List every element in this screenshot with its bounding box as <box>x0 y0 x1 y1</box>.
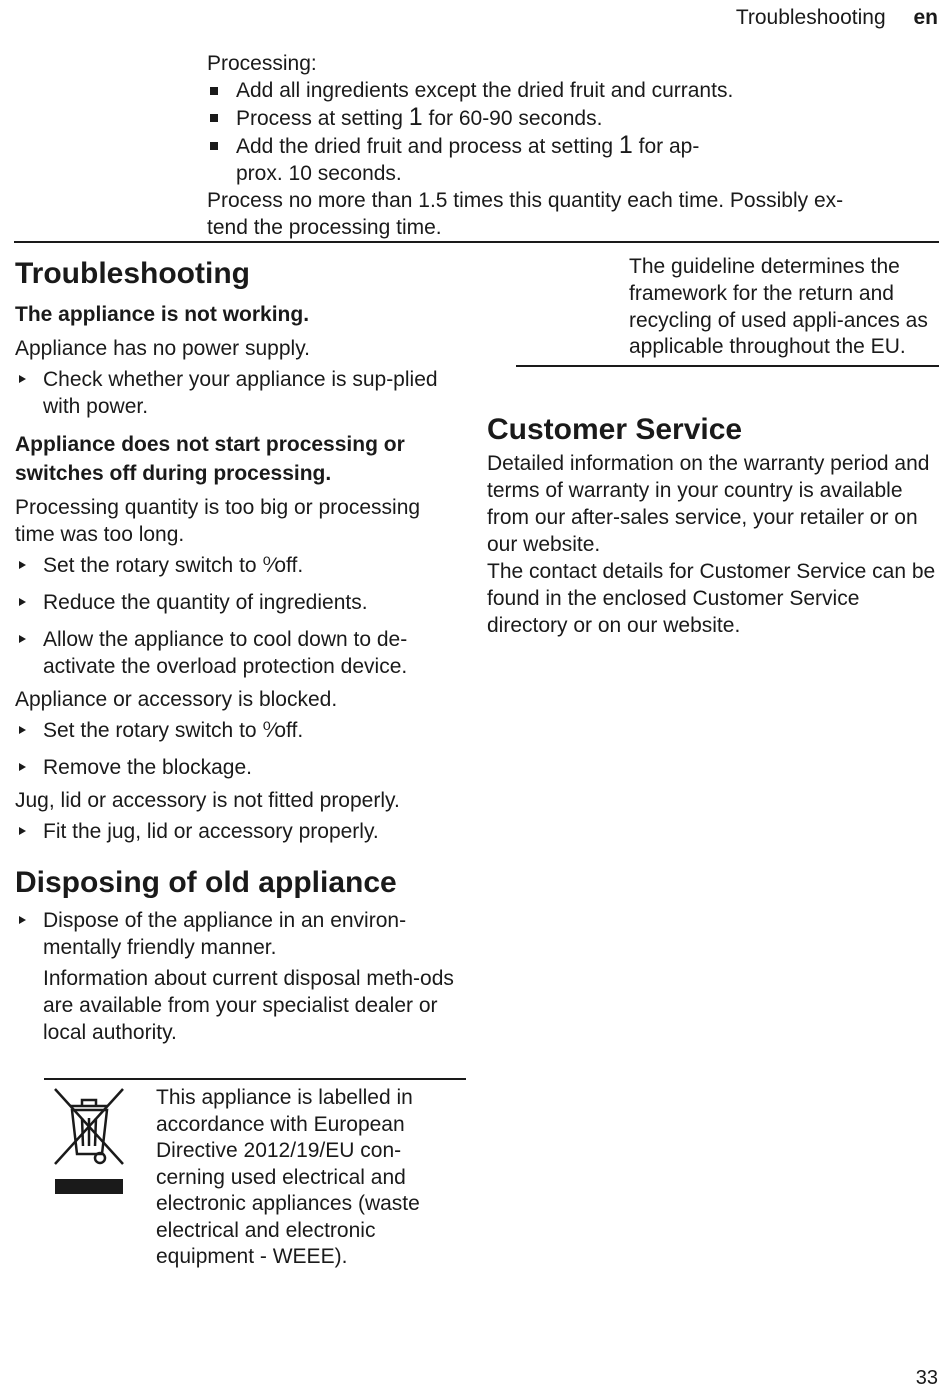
remedy-step-text: . <box>297 554 304 577</box>
remedy-step-text: Set the rotary switch to <box>43 719 263 742</box>
remedy-step-text: Set the rotary switch to <box>43 554 263 577</box>
header-section-title: Troubleshooting <box>735 6 886 29</box>
processing-list-item <box>207 77 942 104</box>
remedy-step: Reduce the quantity of ingredients. <box>15 589 465 616</box>
guideline-divider <box>516 365 939 367</box>
setting-number: 1 <box>618 131 633 159</box>
processing-instructions <box>207 50 942 241</box>
section-divider <box>14 241 939 243</box>
problem-heading: Appliance does not start processing or switches off during processing. <box>15 433 405 485</box>
weee-guideline-text: The guideline determines the framework for the return and recycling of used appli-ances as applicable throughout the EU. <box>629 255 928 359</box>
remedy-step <box>15 717 465 744</box>
processing-list-item <box>207 132 942 187</box>
processing-item-text: Add all ingredients except the dried fruit and currants. <box>236 79 734 102</box>
processing-item-text: for 60-90 seconds. <box>422 107 603 130</box>
processing-note-line: Process no more than 1.5 times this quantity each time. Possibly ex- <box>207 189 844 212</box>
processing-list-item <box>207 104 942 132</box>
problem-cause: Jug, lid or accessory is not fitted properly. <box>15 789 400 812</box>
processing-item-text: for ap- <box>632 135 700 158</box>
disposal-title: Disposing of old appliance <box>15 866 397 899</box>
disposal-step: Dispose of the appliance in an environ-mentally friendly manner. <box>15 907 465 961</box>
processing-heading: Processing: <box>207 52 317 75</box>
running-header <box>736 6 938 30</box>
setting-number: 1 <box>408 103 423 131</box>
remedy-step: Allow the appliance to cool down to de-activate the overload protection device. <box>15 626 465 680</box>
problem-heading: The appliance is not working. <box>15 303 310 326</box>
remedy-step: Check whether your appliance is sup-plied with power. <box>15 366 465 420</box>
weee-label-text: This appliance is labelled in accordance with European Directive 2012/19/EU con-cerning used electrical and electronic appliances (waste electrical and electronic equipment - WEEE). <box>156 1086 420 1268</box>
remedy-step <box>15 552 465 579</box>
left-column <box>15 254 465 1046</box>
processing-item-text: Add the dried fruit and process at setting <box>236 135 619 158</box>
disposal-info: Information about current disposal meth-ods are available from your specialist dealer or local authority. <box>43 967 454 1044</box>
crossed-out-wheelie-bin-icon <box>52 1086 126 1196</box>
remedy-step: Fit the jug, lid or accessory properly. <box>15 818 465 845</box>
off-symbol: ⁰⁄off <box>262 554 298 577</box>
problem-cause: Appliance or accessory is blocked. <box>15 688 338 711</box>
customer-service-contact: The contact details for Customer Service can be found in the enclosed Customer Service directory or on our website. <box>487 560 936 637</box>
problem-cause: Appliance has no power supply. <box>15 337 310 360</box>
processing-item-text: Process at setting <box>236 107 409 130</box>
troubleshooting-title: Troubleshooting <box>15 257 250 290</box>
problem-cause: Processing quantity is too big or processing time was too long. <box>15 496 421 546</box>
customer-service-warranty: Detailed information on the warranty period and terms of warranty in your country is available from our after-sales service, your retailer or on our website. <box>487 452 930 556</box>
customer-service-section <box>487 410 939 639</box>
remedy-step: Remove the blockage. <box>15 754 465 781</box>
weee-guideline-box <box>516 254 939 367</box>
processing-note <box>207 187 942 241</box>
off-symbol: ⁰⁄off <box>262 719 298 742</box>
header-language-code: en <box>913 6 938 29</box>
processing-note-line: tend the processing time. <box>207 216 442 239</box>
customer-service-title: Customer Service <box>487 413 743 446</box>
remedy-step-text: . <box>297 719 304 742</box>
processing-list <box>207 77 942 187</box>
page-number: 33 <box>915 1367 938 1389</box>
weee-notice <box>44 1078 466 1271</box>
processing-item-text: prox. 10 seconds. <box>236 162 402 185</box>
